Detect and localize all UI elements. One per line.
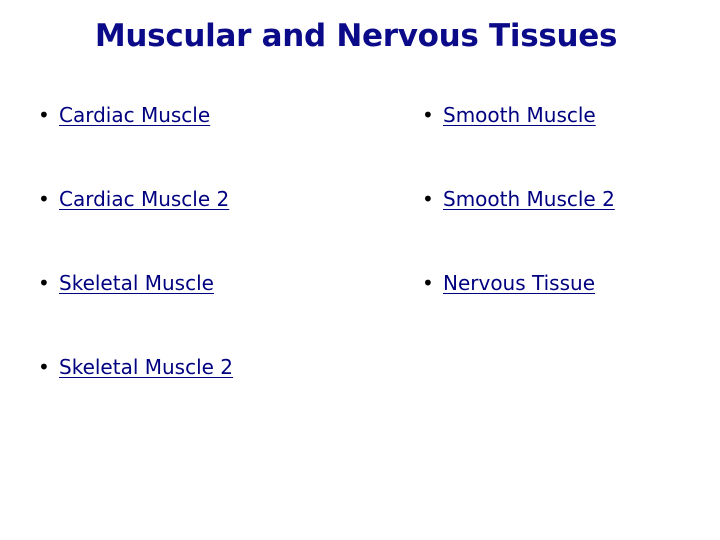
bullet-icon: • <box>38 271 50 295</box>
list-item <box>422 184 615 268</box>
link-smooth-muscle-2[interactable]: Smooth Muscle 2 <box>443 187 615 211</box>
link-nervous-tissue[interactable]: Nervous Tissue <box>443 271 595 295</box>
link-cardiac-muscle-2[interactable]: Cardiac Muscle 2 <box>59 187 230 211</box>
slide-title: Muscular and Nervous Tissues <box>94 18 618 54</box>
bullet-icon: • <box>422 103 434 127</box>
list-item <box>38 268 233 352</box>
list-item <box>38 184 233 268</box>
bullet-icon: • <box>38 187 50 211</box>
bullet-icon: • <box>422 187 434 211</box>
link-cardiac-muscle[interactable]: Cardiac Muscle <box>59 103 211 127</box>
list-item <box>422 268 615 352</box>
list-item <box>38 352 233 436</box>
bullet-icon: • <box>422 271 434 295</box>
link-smooth-muscle[interactable]: Smooth Muscle <box>443 103 596 127</box>
list-item <box>422 100 615 184</box>
list-item <box>38 100 233 184</box>
link-skeletal-muscle-2[interactable]: Skeletal Muscle 2 <box>59 355 234 379</box>
left-link-column <box>38 100 233 436</box>
right-link-column <box>422 100 615 352</box>
link-skeletal-muscle[interactable]: Skeletal Muscle <box>59 271 214 295</box>
bullet-icon: • <box>38 103 50 127</box>
bullet-icon: • <box>38 355 50 379</box>
